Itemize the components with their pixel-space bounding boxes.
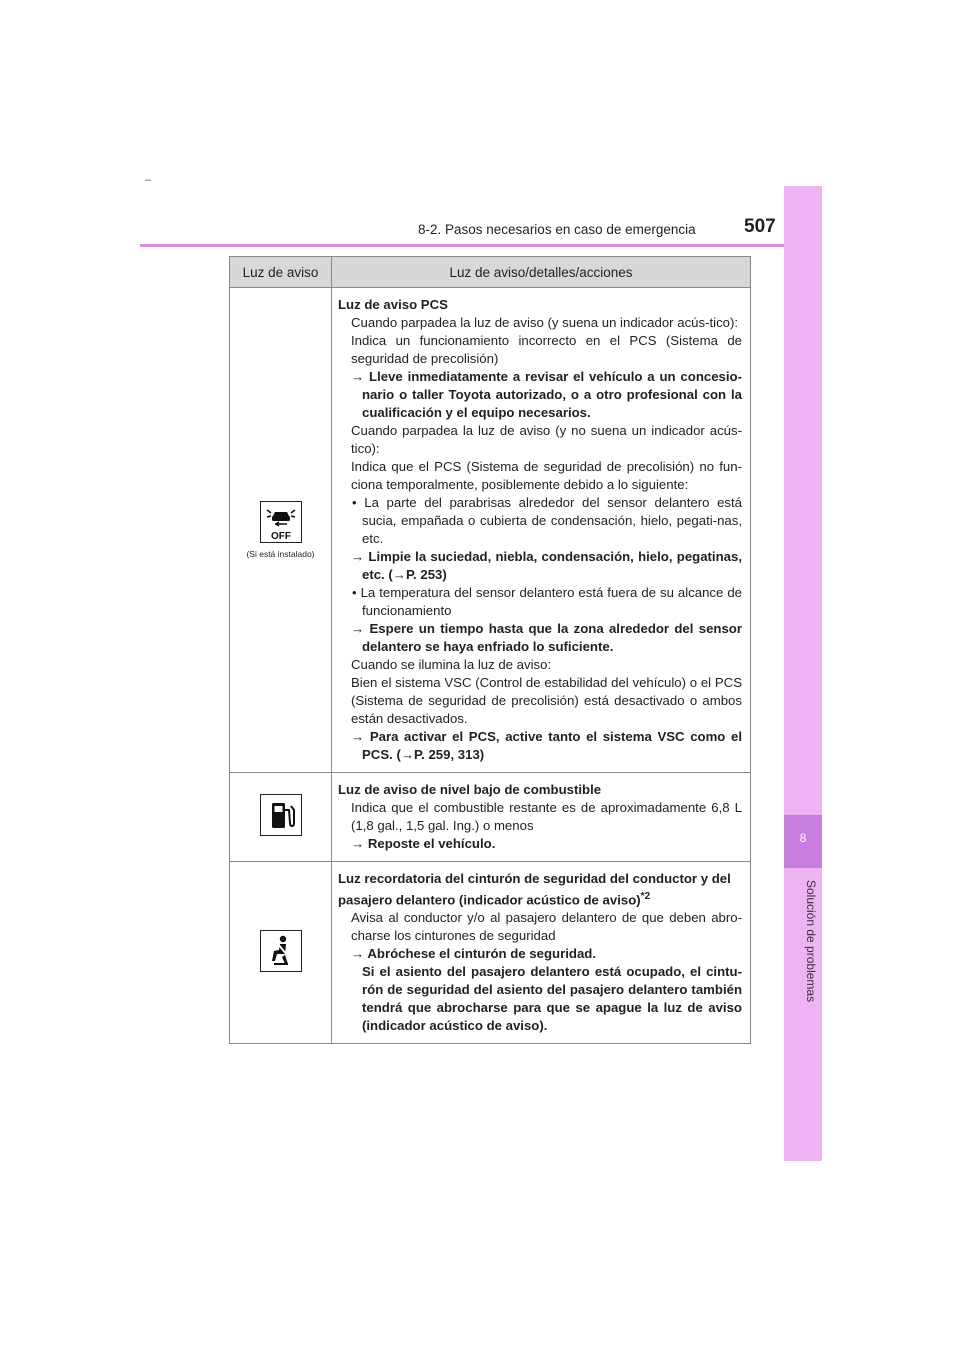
table-row [230,288,751,773]
header-rule [140,244,822,247]
description-line: Cuando parpadea la luz de aviso (y suena un indicador acús-tico): [351,315,739,330]
fuel-pump-icon-graphic [261,795,301,835]
action-line: Si el asiento del pasajero delantero está ocupado, el cintu-rón de seguridad del asiento del pasajero delantero también tendrá que abrocharse para que se apague la luz de aviso (indicador acústico de aviso). [362,964,742,1034]
table-row [230,862,751,1044]
description-line: Indica que el PCS (Sistema de seguridad de precolisión) no fun-ciona temporalmente, posiblemente debido a lo siguiente: [351,459,742,492]
action-line: → Lleve inmediatamente a revisar el vehículo a un concesio-nario o taller Toyota autorizado, o a otro profesional con la cualificación y el equipo necesarios. [351,369,742,420]
bullet-line: • La parte del parabrisas alrededor del sensor delantero está sucia, empañada o cubierta de condensación, hielo, pegati-nas, etc. [352,495,742,546]
description-line: Avisa al conductor y/o al pasajero delantero de que deben abro-charse los cinturones de seguridad [351,910,742,944]
icon-caption: (Si está instalado) [246,549,315,559]
icon-cell [230,288,332,773]
bullet-line: • La temperatura del sensor delantero está fuera de su alcance de funcionamiento [352,585,742,618]
fuel-pump-icon [260,794,302,836]
action-line: → Reposte el vehículo. [351,836,496,851]
table-row [230,773,751,862]
warning-light-table [229,256,751,1044]
footnote-marker: *2 [640,891,651,902]
pcs-off-icon-graphic [261,502,301,542]
description-cell [332,862,751,1044]
icon-cell [230,862,332,1044]
warning-title: Luz de aviso PCS [338,297,448,312]
action-line: → Para activar el PCS, active tanto el sistema VSC como el PCS. (→P. 259, 313) [351,729,742,762]
chapter-number: 8 [799,831,807,845]
seatbelt-icon [260,930,302,972]
warning-title-text: Luz recordatoria del cinturón de seguridad del conductor y del pasajero delantero (indicador acústico de aviso) [338,871,731,908]
action-line: → Abróchese el cinturón de seguridad. [351,946,596,962]
description-line: Cuando parpadea la luz de aviso (y no suena un indicador acús-tico): [351,423,742,456]
description-cell [332,288,751,773]
description-cell [332,773,751,862]
description-line: Cuando se ilumina la luz de aviso: [351,657,552,672]
warning-title: Luz de aviso de nivel bajo de combustible [338,782,602,797]
table-header-row [230,257,751,288]
seatbelt-icon-graphic [261,931,301,971]
column-header: Luz de aviso/detalles/acciones [332,257,751,288]
description-line: Indica un funcionamiento incorrecto en el PCS (Sistema de seguridad de precolisión) [351,333,742,366]
action-line: → Limpie la suciedad, niebla, condensación, hielo, pegatinas, etc. (→P. 253) [351,549,742,582]
page-number: 507 [744,216,776,237]
warning-title [338,870,742,909]
chapter-label: Solución de problemas [804,880,818,1003]
section-title: 8-2. Pasos necesarios en caso de emergencia [418,222,696,237]
column-header: Luz de aviso [230,257,332,288]
header-dash: – [145,174,152,186]
action-line: → Espere un tiempo hasta que la zona alrededor del sensor delantero se haya enfriado lo suficiente. [351,621,742,654]
description-line: Bien el sistema VSC (Control de estabilidad del vehículo) o el PCS (Sistema de seguridad de precolisión) está desactivado o ambos están desactivados. [351,675,742,726]
pcs-off-text: OFF [270,531,291,542]
pcs-off-icon [260,501,302,543]
description-line: Indica que el combustible restante es de aproximadamente 6,8 L (1,8 gal., 1,5 gal. Ing.) o menos [351,800,742,833]
icon-cell [230,773,332,862]
